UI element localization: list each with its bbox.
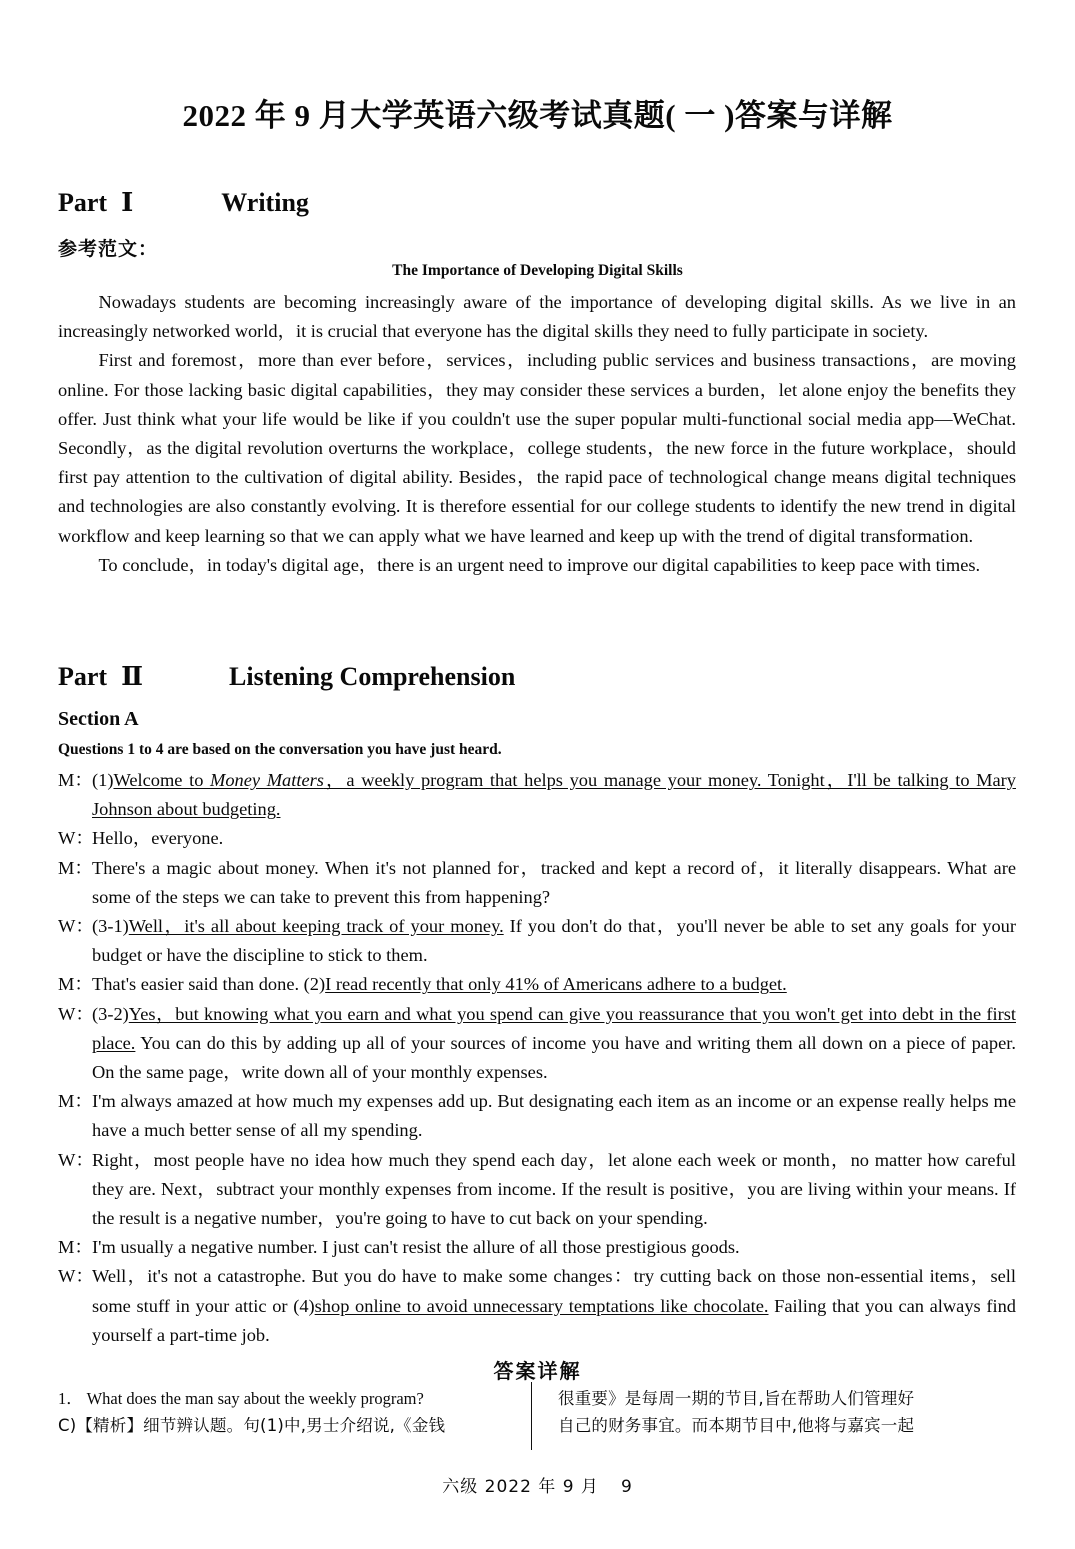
part-2-number: Ⅱ [121,662,144,691]
dialogue-text: Hello，everyone. [92,828,224,849]
answer-cue-marker: (3-2) [92,1003,129,1024]
explanation-column-left [58,1385,528,1439]
dialogue-utterance [92,766,1016,824]
essay-title: The Importance of Developing Digital Skills [392,262,683,279]
underlined-answer-text: I read recently that only 41% of Americans adhere to a budget. [325,974,787,995]
footer-page-number: 9 [620,1477,633,1497]
section-a-label: Section A [58,708,139,730]
conversation-transcript [58,766,1016,1350]
dialogue-utterance [92,1146,1016,1234]
dialogue-utterance [92,970,1016,999]
dialogue-speaker: M： [58,1237,93,1258]
dialogue-speaker: W： [58,916,94,937]
footer-label: 六级 2022 年 9 月 [442,1477,599,1497]
dialogue-text: If you don't do that，you'll never be able to set any goals for your budget or have the discipline to stick to them. [92,916,1016,966]
underlined-answer-text: Well，it's all about keeping track of your money. [128,916,504,937]
dialogue-turn [58,970,1016,999]
dialogue-speaker: M： [58,1091,93,1112]
dialogue-utterance [92,1262,1016,1350]
underlined-answer-text [210,770,324,790]
dialogue-utterance [92,1087,1016,1145]
dialogue-speaker: W： [58,1149,94,1170]
sample-essay-label: 参考范文： [58,238,159,260]
explanation-column-right [528,1385,1016,1439]
explanation-question: 1． What does the man say about the weekly program? [58,1389,424,1408]
part-2-word: Part [58,662,108,691]
dialogue-turn [58,824,1016,853]
dialogue-turn [58,1233,1016,1262]
dialogue-text: Right，most people have no idea how much they spend each day，let alone each week or month，no matter how careful they are. Next，subtract your monthly expenses from income. If the result is positive，you are living within your means. If the result is a negative number，you're going to have to cut back on your spending. [92,1149,1016,1229]
essay-paragraph: Nowadays students are becoming increasingly aware of the importance of developing digital skills. As we live in an increasingly networked world，it is crucial that everyone has the digital skills they need to fully participate in society. [58,292,1016,342]
answer-cue-marker: (3-1) [92,916,129,937]
dialogue-text: That's easier said than done. (2) [92,974,326,995]
explanation-continued-line: 很重要》是每周一期的节目,旨在帮助人们管理好 [558,1389,915,1408]
explanation-continued-line: 自己的财务事宜。而本期节目中,他将与嘉宾一起 [558,1416,915,1435]
explanation-columns [58,1385,1016,1439]
part-1-word: Part [58,188,108,217]
dialogue-text: You can do this by adding up all of your sources of income you have and writing them all down on a piece of paper. On the same page，write down all of your monthly expenses. [92,1032,1016,1083]
page-footer [0,1472,1075,1497]
dialogue-utterance [92,854,1016,912]
dialogue-turn [58,1262,1016,1350]
dialogue-turn [58,1087,1016,1145]
dialogue-speaker: W： [58,1003,94,1024]
dialogue-turn [58,854,1016,912]
dialogue-speaker: W： [58,1266,94,1287]
dialogue-speaker: M： [58,974,93,995]
essay-paragraph: First and foremost，more than ever before，services，including public services and business transactions，are moving online. For those lacking basic digital capabilities，they may consider these services a burden，let alone enjoy the benefits they offer. Just think what your life would be like if you couldn't use the super popular multi-functional social media app—WeChat. Secondly，as the digital revolution overturns the workplace，college students，the new force in the future workplace，should first pay attention to the cultivation of digital ability. Besides，the rapid pace of technological change means digital techniques and technologies are also constantly evolving. It is therefore essential for our college students to identify the new trend in digital workflow and keep learning so that we can apply what we have learned and keep up with the trend of digital transformation. [58,350,1016,546]
underlined-answer-text: Welcome to [113,770,211,790]
dialogue-text: I'm usually a negative number. I just can't resist the allure of all those prestigious goods. [92,1237,740,1258]
underlined-answer-text: Yes，but knowing what you earn and what you spend can give you reassurance that you won't get into debt in the first place. [92,1003,1016,1053]
part-2-heading [58,662,515,692]
page-title: 2022 年 9 月大学英语六级考试真题( 一 )答案与详解 [182,98,893,133]
dialogue-speaker: M： [58,857,93,878]
part-1-heading [58,188,309,218]
dialogue-turn [58,1146,1016,1234]
dialogue-text: Failing that you can always find yourself a part-time job. [92,1295,1016,1345]
underlined-answer-text: ，a weekly program that helps you manage your money. Tonight，I'll be talking to Mary Johnson about budgeting. [92,770,1016,820]
dialogue-turn [58,1000,1016,1088]
part-2-title: Listening Comprehension [229,662,516,691]
dialogue-utterance [92,912,1016,970]
dialogue-text: I'm always amazed at how much my expenses add up. But designating each item as an income or an expense really helps me have a much better sense of all my spending. [92,1091,1016,1141]
answer-explanation-heading: 答案详解 [493,1359,582,1383]
answer-cue-marker: (1) [92,770,114,790]
dialogue-turn [58,766,1016,824]
dialogue-utterance [92,1233,1016,1262]
column-divider [531,1382,532,1450]
questions-note: Questions 1 to 4 are based on the conversation you have just heard. [58,741,502,758]
dialogue-text: There's a magic about money. When it's not planned for，tracked and kept a record of，it literally disappears. What are some of the steps we can take to prevent this from happening? [92,857,1016,907]
dialogue-speaker: M： [58,770,93,790]
dialogue-speaker: W： [58,828,94,849]
explanation-analysis: C)【精析】细节辨认题。句(1)中,男士介绍说,《金钱 [58,1416,446,1435]
part-1-title: Writing [221,188,309,217]
dialogue-text: Well，it's not a catastrophe. But you do have to make some changes：try cutting back on those non-essential items，sell some stuff in your attic or (4) [92,1266,1016,1316]
dialogue-utterance [92,1000,1016,1088]
underlined-answer-text: shop online to avoid unnecessary temptations like chocolate. [314,1295,769,1316]
dialogue-turn [58,912,1016,970]
program-name-italic: Money Matters [210,770,324,790]
part-1-number: Ⅰ [121,188,134,217]
essay-body [58,288,1016,580]
essay-paragraph: To conclude，in today's digital age，there is an urgent need to improve our digital capabilities to keep pace with times. [98,554,981,575]
dialogue-utterance [92,824,1016,853]
